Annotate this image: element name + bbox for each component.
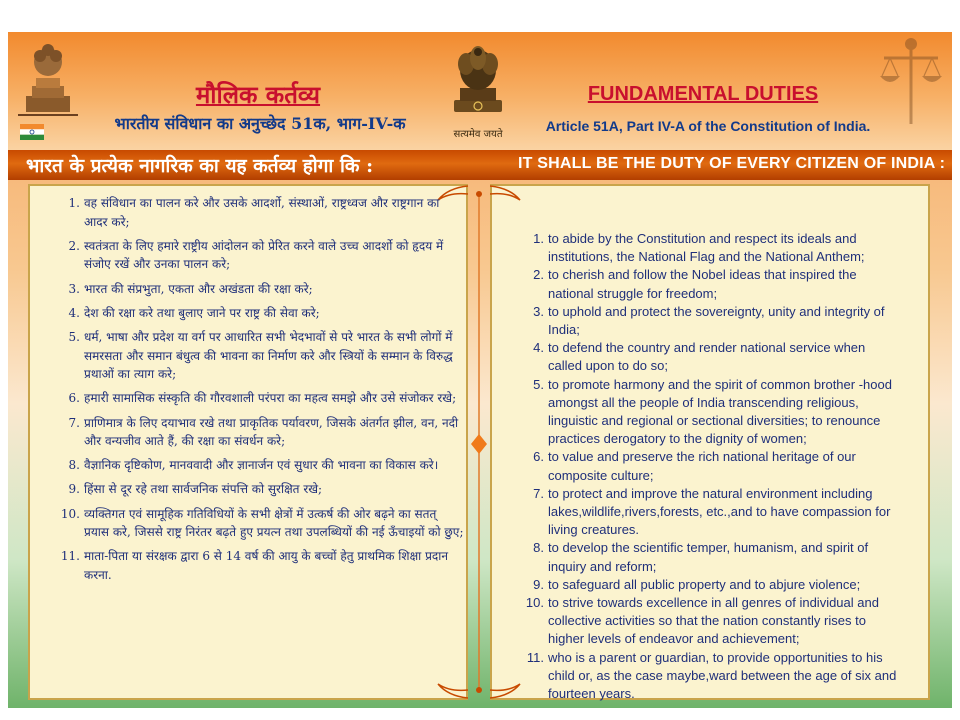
- list-item: 4. देश की रक्षा करे तथा बुलाए जाने पर राष्ट्र की सेवा करे;: [68, 305, 320, 320]
- english-duties-list: [520, 230, 900, 703]
- english-duties-panel: [490, 184, 930, 700]
- flag-icon: [20, 124, 44, 140]
- list-item: 3. to uphold and protect the sovereignty, unity and integrity of India;: [533, 303, 885, 338]
- list-item: 1. वह संविधान का पालन करे और उसके आदर्शो, संस्थाओं, राष्ट्रध्वज और राष्ट्रगान का आदर करे;: [68, 196, 440, 229]
- hindi-duties-list: [56, 194, 464, 590]
- flourish-icon: [490, 184, 530, 208]
- list-item: 8. वैज्ञानिक दृष्टिकोण, मानववादी और ज्ञानार्जन एवं सुधार की भावना का विकास करे।: [68, 458, 439, 473]
- duty-banner: [8, 150, 952, 180]
- list-item: 2. स्वतंत्रता के लिए हमारे राष्ट्रीय आंदोलन को प्रेरित करने वाले उच्च आदर्शो को हृदय में संजोए रखें और उनका पालन करे;: [68, 238, 444, 272]
- list-item: 7. प्राणिमात्र के लिए दयाभाव रखे तथा प्राकृतिक पर्यावरण, जिसके अंतर्गत झील, वन, नदी और वन्यजीव आते हैं, की रक्षा का संवर्धन करे;: [68, 415, 459, 449]
- ashoka-pillar-icon: [18, 38, 78, 116]
- hindi-title: मौलिक कर्तव्य: [195, 80, 321, 109]
- hindi-duties-panel: [28, 184, 468, 700]
- list-item: 7. to protect and improve the natural environment including lakes,wildlife,rivers,forests, etc.,and to have compassion for living creatures.: [533, 485, 891, 538]
- fundamental-duties-poster: [8, 32, 952, 708]
- english-subtitle: Article 51A, Part IV-A of the Constitution of India.: [545, 118, 871, 134]
- center-divider: [470, 184, 488, 700]
- banner-english: IT SHALL BE THE DUTY OF EVERY CITIZEN OF INDIA :: [518, 155, 946, 172]
- list-item: 9. हिंसा से दूर रहे तथा सार्वजनिक संपत्ति को सुरक्षित रखे;: [68, 482, 323, 497]
- flourish-icon: [428, 676, 468, 700]
- hindi-subtitle: भारतीय संविधान का अनुच्छेद 51क, भाग-IV-क: [114, 114, 406, 133]
- state-emblem-icon: [446, 38, 510, 118]
- list-item: 8. to develop the scientific temper, humanism, and spirit of inquiry and reform;: [533, 540, 869, 574]
- list-item: 2. to cherish and follow the Nobel ideas that inspired the national struggle for freedom;: [533, 267, 857, 301]
- list-item: 6. to value and preserve the rich national heritage of our composite culture;: [533, 449, 856, 483]
- list-item: 5. धर्म, भाषा और प्रदेश या वर्ग पर आधारित सभी भेदभावों से परे भारत के सभी लोगों में समरसता और समान बंधुत्व की भावना का निर्माण करे और स्त्रियों के सम्मान के विरुद्ध प्रथाओं का त्याग करे;: [68, 329, 453, 382]
- list-item: 4. to defend the country and render national service when called upon to do so;: [533, 340, 866, 374]
- emblem-motto: सत्यमेव जयते: [453, 129, 503, 140]
- list-item: 11. who is a parent or guardian, to provide opportunities to his child or, as the case maybe,ward between the age of six and fourteen years.: [526, 649, 897, 702]
- list-item: 5. to promote harmony and the spirit of common brother -hood amongst all the people of India transcending religious, linguistic and regional or sectional diversities; to renounce practices derogatory to the dignity of women;: [533, 376, 892, 447]
- english-title: FUNDAMENTAL DUTIES: [587, 83, 819, 105]
- list-item: 10. to strive towards excellence in all genres of individual and collective activities so that the nation constantly rises to higher levels of endeavor and achievement;: [525, 595, 879, 647]
- list-item: 3. भारत की संप्रभुता, एकता और अखंडता की रक्षा करे;: [68, 281, 313, 296]
- list-item: 1. to abide by the Constitution and respect its ideals and institutions, the National Flag and the National Anthem;: [533, 231, 865, 265]
- poster-header: [8, 32, 952, 150]
- list-item: 9. to safeguard all public property and to abjure violence;: [533, 576, 861, 592]
- list-item: 11. माता-पिता या संरक्षक द्वारा 6 से 14 वर्ष की आयु के बच्चों हेतु प्राथमिक शिक्षा प्रदान करना.: [60, 549, 449, 583]
- list-item: 6. हमारी सामासिक संस्कृति की गौरवशाली परंपरा का महत्व समझे और उसे संजोकर रखे;: [68, 391, 457, 406]
- justice-statue-icon: [876, 36, 946, 126]
- list-item: 10. व्यक्तिगत एवं सामूहिक गतिविधियों के सभी क्षेत्रों में उत्कर्ष की ओर बढ़ने का सतत् प्रयास करे, जिससे राष्ट्र निरंतर बढ़ते हुए प्रयत्न तथा उपलब्धियों की नई ऊँचाइयों को छुए;: [60, 506, 464, 540]
- banner-hindi: भारत के प्रत्येक नागरिक का यह कर्तव्य होगा कि :: [26, 155, 374, 177]
